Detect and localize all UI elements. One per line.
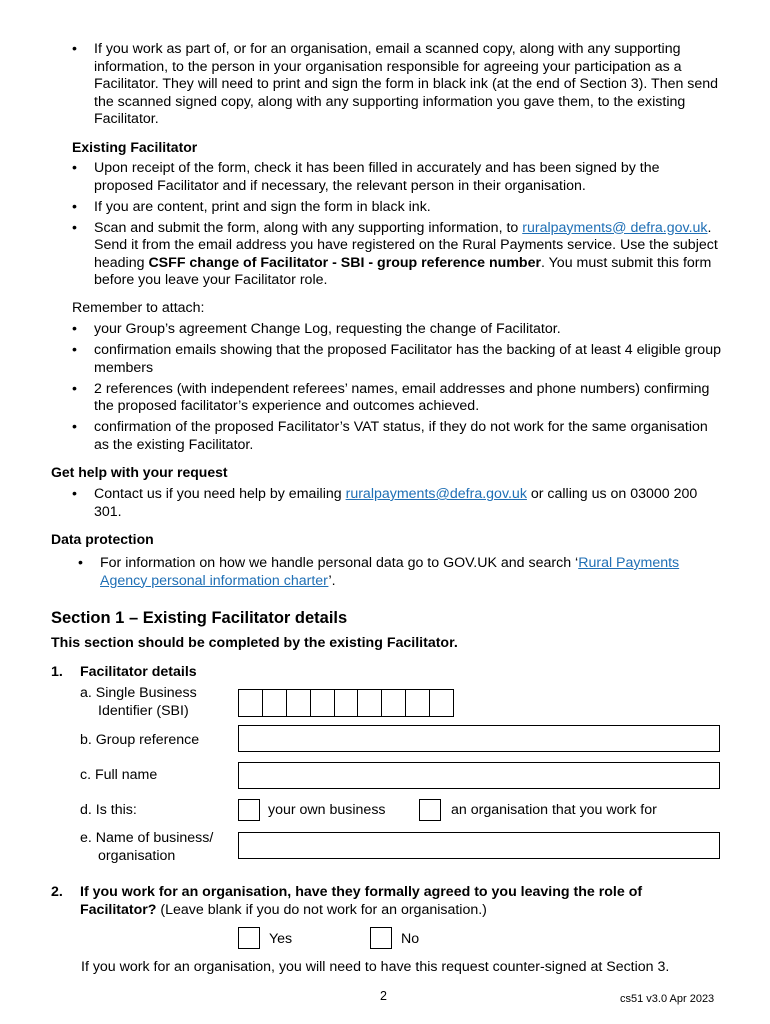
help-email-link[interactable]: ruralpayments@defra.gov.uk <box>345 486 527 502</box>
list-item: • If you work as part of, or for an organisation, email a scanned copy, along with any supporting information, to the person in your organisation responsible for agreeing your participation as a Facilitator. They will need to print and sign the form in black ink (at the end of Section 3). Then send the scanned signed copy, along with any supporting information you gave them, to the existing Facilitator. <box>72 41 719 127</box>
help-list <box>72 486 722 525</box>
full-name-label: c. Full name <box>80 767 158 783</box>
list-item: • confirmation of the proposed Facilitator’s VAT status, if they do not work for the same organisation as the existing Facilitator. <box>72 419 708 453</box>
sbi-input-boxes[interactable] <box>238 689 454 717</box>
existing-facilitator-list <box>72 160 722 293</box>
remember-item-1: your Group’s agreement Change Log, requesting the change of Facilitator. <box>94 321 561 337</box>
remember-item-2: confirmation emails showing that the proposed Facilitator has the backing of at least 4 eligible group members <box>94 342 721 376</box>
help-post: or calling us on 03000 200 301. <box>94 486 698 520</box>
counter-sign-note: If you work for an organisation, you will need to have this request counter-signed at Section 3. <box>81 959 670 975</box>
list-item: • Contact us if you need help by emailing ruralpayments@defra.gov.uk or calling us on 03000 200 301. <box>72 486 698 520</box>
is-this-label: d. Is this: <box>80 802 137 818</box>
own-business-checkbox[interactable] <box>238 799 260 821</box>
list-item: • confirmation emails showing that the proposed Facilitator has the backing of at least 4 eligible group members <box>72 342 721 376</box>
q2-text <box>80 884 720 919</box>
existing-b3-pre: Scan and submit the form, along with any supporting information, to <box>94 219 523 236</box>
existing-b2: If you are content, print and sign the form in black ink. <box>94 198 431 215</box>
charter-link[interactable]: Rural Payments Agency personal information charter <box>100 555 680 589</box>
section-1-subtitle: This section should be completed by the existing Facilitator. <box>51 635 458 651</box>
remember-heading: Remember to attach: <box>72 300 205 316</box>
intro-bullet-text: If you work as part of, or for an organisation, email a scanned copy, along with any supporting information, to the person in your organisation responsible for agreeing your participation as a Facilitator. They will need to print and sign the form in black ink (at the end of Section 3). Then send the scanned signed copy, along with any supporting information you gave them, to the existing Facilitator. <box>94 41 719 127</box>
sbi-digit-box[interactable] <box>287 690 311 716</box>
list-item: • Upon receipt of the form, check it has been filled in accurately and has been signed by the proposed Facilitator and if necessary, the relevant person in their organisation. <box>72 160 660 194</box>
sbi-digit-box[interactable] <box>382 690 406 716</box>
sbi-digit-box[interactable] <box>430 690 453 716</box>
remember-item-4: confirmation of the proposed Facilitator’s VAT status, if they do not work for the same organisation as the existing Facilitator. <box>94 419 708 453</box>
business-name-field[interactable] <box>238 832 720 859</box>
sbi-digit-box[interactable] <box>406 690 430 716</box>
sbi-digit-box[interactable] <box>335 690 359 716</box>
q1-title: Facilitator details <box>80 664 197 680</box>
existing-b1: Upon receipt of the form, check it has been filled in accurately and has been signed by the proposed Facilitator and if necessary, the relevant person in their organisation. <box>94 160 660 194</box>
q1-number: 1. <box>51 664 63 680</box>
q2-hint: (Leave blank if you do not work for an organisation.) <box>156 901 487 918</box>
help-pre: Contact us if you need help by emailing <box>94 486 346 502</box>
dp-post: ’. <box>328 572 336 589</box>
list-item: • Scan and submit the form, along with any supporting information, to ruralpayments@ defra.gov.uk. Send it from the email address you have registered on the Rural Payments service. Use the subject heading CSFF change of Facilitator - SBI - group reference number. You must submit this form before you leave your Facilitator role. <box>72 219 718 288</box>
group-reference-label: b. Group reference <box>80 732 200 748</box>
subject-heading-text: CSFF change of Facilitator - SBI - group reference number <box>148 254 542 271</box>
group-reference-field[interactable] <box>238 725 720 752</box>
no-checkbox[interactable] <box>370 927 392 949</box>
sbi-digit-box[interactable] <box>358 690 382 716</box>
data-protection-list <box>78 555 698 594</box>
section-1-title: Section 1 – Existing Facilitator details <box>51 609 348 627</box>
sbi-digit-box[interactable] <box>239 690 263 716</box>
ruralpayments-email-link[interactable]: ruralpayments@ defra.gov.uk <box>522 219 708 236</box>
existing-facilitator-heading: Existing Facilitator <box>72 139 198 155</box>
full-name-field[interactable] <box>238 762 720 789</box>
existing-b3-mid: . Send it from the email address you have registered on the Rural Payments service. Use the subject heading <box>94 219 718 271</box>
organisation-checkbox[interactable] <box>419 799 441 821</box>
business-name-label <box>80 830 230 865</box>
remember-list <box>72 321 722 458</box>
existing-b3-post: . You must submit this form before you leave your Facilitator role. <box>94 254 712 288</box>
remember-item-3: 2 references (with independent referees’ names, email addresses and phone numbers) confirming the proposed facilitator’s experience and outcomes achieved. <box>94 380 710 414</box>
own-business-label: your own business <box>268 802 386 818</box>
list-item: • 2 references (with independent referees’ names, email addresses and phone numbers) confirming the proposed facilitator’s experience and outcomes achieved. <box>72 380 710 414</box>
sbi-label <box>80 685 230 720</box>
get-help-heading: Get help with your request <box>51 464 228 480</box>
list-item: • For information on how we handle personal data go to GOV.UK and search ‘Rural Payments Agency personal information charter’. <box>78 555 680 589</box>
business-name-label-text: e. Name of business/ organisation <box>80 830 214 864</box>
page-number: 2 <box>380 989 387 1003</box>
dp-pre: For information on how we handle personal data go to GOV.UK and search ‘ <box>100 555 579 571</box>
list-item: • your Group’s agreement Change Log, requesting the change of Facilitator. <box>72 321 561 337</box>
sbi-digit-box[interactable] <box>263 690 287 716</box>
q2-number: 2. <box>51 884 63 900</box>
sbi-label-text: a. Single Business Identifier (SBI) <box>80 685 197 719</box>
no-label: No <box>401 931 420 947</box>
yes-label: Yes <box>269 931 293 947</box>
sbi-digit-box[interactable] <box>311 690 335 716</box>
yes-checkbox[interactable] <box>238 927 260 949</box>
data-protection-heading: Data protection <box>51 531 154 547</box>
intro-list <box>72 41 722 132</box>
organisation-label: an organisation that you work for <box>451 802 657 818</box>
form-version-code: cs51 v3.0 Apr 2023 <box>620 993 715 1005</box>
list-item: • If you are content, print and sign the form in black ink. <box>72 198 431 215</box>
q2-question: If you work for an organisation, have they formally agreed to you leaving the role of Facilitator? <box>80 884 643 918</box>
